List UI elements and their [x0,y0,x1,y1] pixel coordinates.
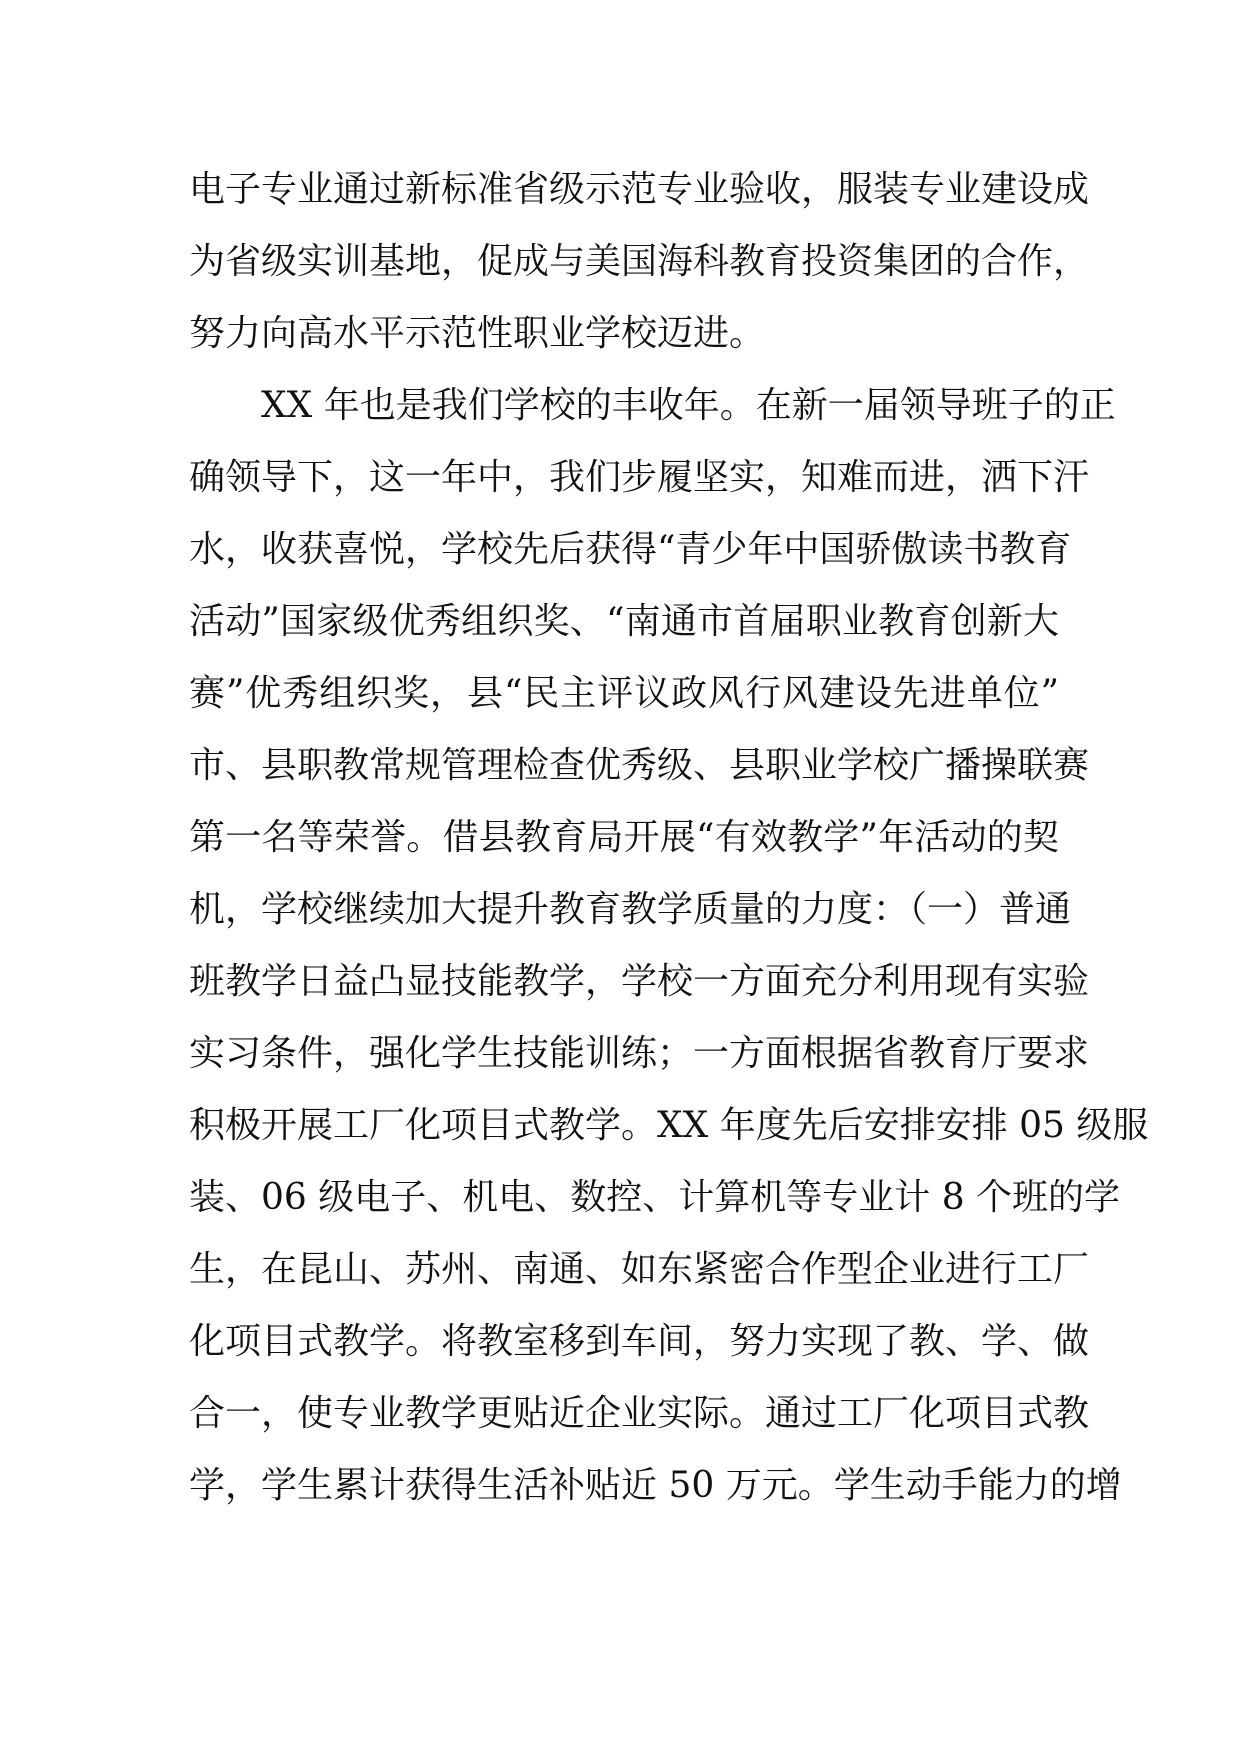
text-line: 第一名等荣誉。借县教育局开展“有效教学”年活动的契 [189,817,1059,858]
text-line: 班教学日益凸显技能教学，学校一方面充分利用现有实验 [189,961,1090,1002]
text-line: 确领导下，这一年中，我们步履坚实，知难而进，洒下汗 [189,457,1090,498]
text-line: 为省级实训基地，促成与美国海科教育投资集团的合作， [189,241,1090,282]
text-line: 实习条件，强化学生技能训练；一方面根据省教育厅要求 [189,1033,1090,1074]
text-line: 机，学校继续加大提升教育教学质量的力度：（一）普通 [189,889,1072,930]
text-line: 赛”优秀组织奖，县“民主评议政风行风建设先进单位” [189,673,1059,714]
text-line: 活动”国家级优秀组织奖、“南通市首届职业教育创新大 [189,601,1059,642]
text-line: 装、06 级电子、机电、数控、计算机等专业计 8 个班的学 [189,1177,1121,1218]
text-line: 化项目式教学。将教室移到车间，努力实现了教、学、做 [189,1321,1090,1362]
text-line: 水，收获喜悦，学校先后获得“青少年中国骄傲读书教育 [189,529,1072,570]
text-line: 合一，使专业教学更贴近企业实际。通过工厂化项目式教 [189,1393,1090,1434]
text-line: 积极开展工厂化项目式教学。XX 年度先后安排安排 05 级服 [189,1105,1149,1146]
text-line: 电子专业通过新标准省级示范专业验收，服装专业建设成 [189,169,1090,210]
paragraph-first-line: XX 年也是我们学校的丰收年。在新一届领导班子的正 [261,385,1116,426]
text-line: 努力向高水平示范性职业学校迈进。 [189,313,766,354]
text-line: 市、县职教常规管理检查优秀级、县职业学校广播操联赛 [189,745,1090,786]
text-line: 生，在昆山、苏州、南通、如东紧密合作型企业进行工厂 [189,1249,1090,1290]
text-line: 学，学生累计获得生活补贴近 50 万元。学生动手能力的增 [189,1465,1122,1506]
